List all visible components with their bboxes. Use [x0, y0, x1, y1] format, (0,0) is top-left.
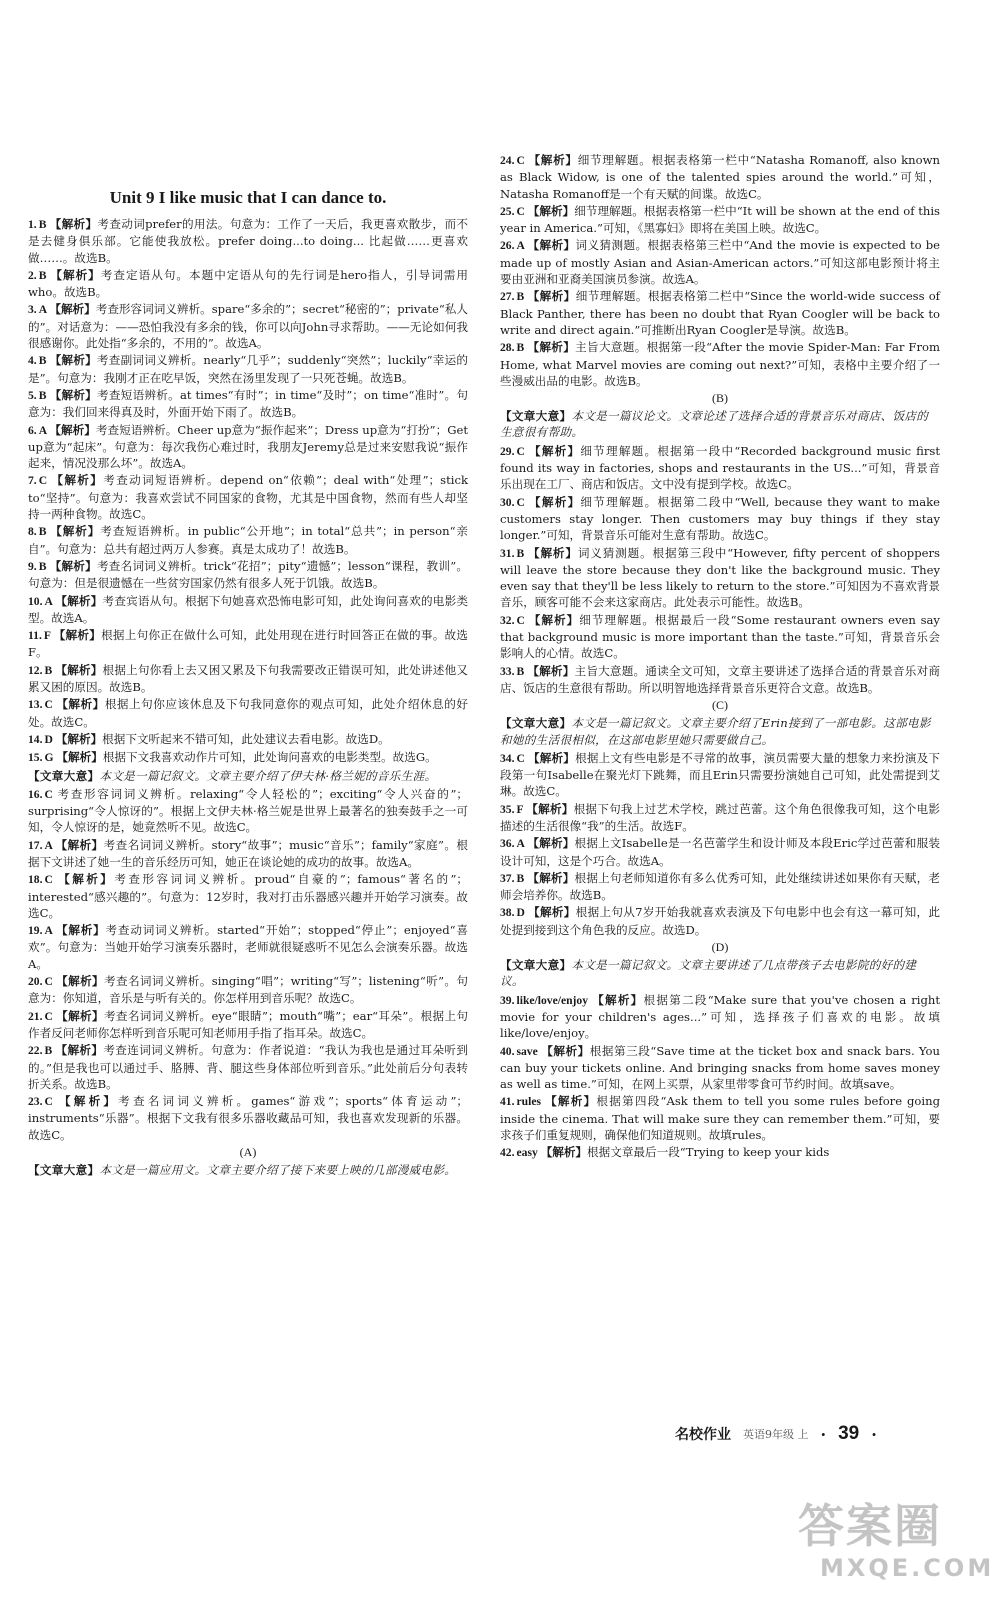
answer-item [28, 558, 468, 592]
answer-choice: rules [516, 1095, 546, 1109]
question-number: 30. [500, 495, 515, 509]
question-number: 39. [500, 993, 515, 1007]
answer-choice: B [516, 546, 528, 560]
question-number: 11. [28, 629, 42, 643]
answer-choice: C [44, 698, 57, 712]
answer-item [500, 288, 940, 338]
passage-summary [28, 768, 468, 784]
right-items [500, 152, 940, 1162]
answer-item [500, 835, 940, 869]
answer-item [500, 612, 940, 662]
analysis-tag: 【解析】 [527, 870, 575, 885]
question-number: 40. [500, 1044, 515, 1058]
analysis-text: 词义猜测题。根据表格第三栏中“And the movie is expected to be made up of mostly Asian and Asian-American actors.”可知这部电影预计将主要由亚洲和亚裔美国演员参演。故选A。 [500, 238, 940, 287]
analysis-tag: 【解析】 [55, 837, 104, 852]
analysis-text: 考查动词短语辨析。depend on“依赖”；deal with“处理”；stick to“坚持”。句意为：我喜欢尝试不同国家的食物，尤其是中国食物，然而有些人却坚持一两种食物。故选C。 [28, 473, 468, 522]
answer-item [28, 1093, 468, 1143]
question-number: 36. [500, 837, 515, 851]
analysis-text: 考查连词词义辨析。句意为：作者说道：“我认为我也是通过耳朵听到的。”但是我也可以通过手、胳膊、背、腿这些身体部位听到音乐。”此处前后分句表转折关系。故选B。 [28, 1043, 468, 1091]
question-number: 12. [28, 663, 43, 677]
answer-choice: A [38, 303, 50, 317]
answer-item [500, 152, 940, 202]
question-number: 17. [28, 838, 43, 852]
answer-item [28, 1042, 468, 1092]
answer-item [28, 523, 468, 557]
analysis-text: 考查副词词义辨析。nearly“几乎”；suddenly“突然”；luckily“幸运的是”。句意为：我刚才正在吃早饭，突然在汤里发现了一只死苍蝇。故选B。 [28, 353, 468, 385]
analysis-tag: 【解析】 [528, 545, 578, 560]
answer-item [28, 216, 468, 266]
question-number: 19. [28, 924, 43, 938]
analysis-text: 考查定语从句。本题中定语从句的先行词是hero指人，引导词需用who。故选B。 [28, 267, 468, 300]
question-number: 35. [500, 802, 515, 816]
left-column [28, 180, 468, 1180]
summary-text: 本文是一篇议论文。文章论述了选择合适的背景音乐对商店、饭店的生意很有帮助。 [500, 409, 929, 440]
analysis-tag: 【解析】 [50, 524, 101, 539]
answer-choice: A [44, 594, 56, 608]
answer-choice: B [44, 1044, 56, 1058]
subject-label: 英语9年级 上 [743, 1428, 809, 1441]
answer-choice: D [516, 906, 529, 920]
summary-text: 本文是一篇记叙文。文章主要介绍了伊夫林·格兰妮的音乐生涯。 [99, 768, 437, 783]
answer-item [28, 696, 468, 730]
analysis-text: 考查动词词义辨析。started“开始”；stopped“停止”；enjoyed“喜欢”。句意为：当她开始学习演奏乐器时，老师就很疑惑听不见怎么会演奏乐器。故选A。 [28, 923, 468, 971]
summary-tag: 【文章大意】 [28, 1163, 100, 1178]
answer-choice: B [516, 664, 528, 678]
answer-choice: C [516, 495, 530, 509]
analysis-tag: 【解析】 [527, 340, 576, 355]
answer-choice: B [38, 388, 50, 402]
analysis-text: 根据下文我喜欢动作片可知，此处询问喜欢的电影类型。故选G。 [102, 750, 437, 765]
answer-item [28, 749, 468, 766]
analysis-tag: 【解析】 [56, 750, 103, 765]
answer-choice: B [38, 559, 50, 573]
summary-tag: 【文章大意】 [28, 768, 100, 783]
analysis-tag: 【解析】 [528, 612, 580, 627]
analysis-text: 考查动词prefer的用法。句意为：工作了一天后，我更喜欢散步，而不是去健身俱乐部。它能使我放松。prefer doing...to doing... 比起做……更喜欢做……。故选B。 [28, 217, 468, 265]
answer-choice: B [38, 268, 51, 282]
answer-item [500, 1144, 940, 1161]
answer-item [500, 750, 940, 800]
analysis-tag: 【解析】 [55, 923, 106, 938]
question-number: 41. [500, 1095, 515, 1109]
question-number: 34. [500, 751, 515, 765]
analysis-tag: 【解析】 [56, 974, 105, 989]
answer-item [28, 422, 468, 472]
analysis-tag: 【解析】 [541, 1043, 590, 1058]
answer-item [28, 662, 468, 696]
analysis-text: 根据上文有些电影是不寻常的故事，演员需要大量的想象力来扮演及下段第一句Isabelle在聚光灯下跳舞，而且Erin只需要扮演她自己可知，此处需提到艾琳。故选C。 [500, 750, 940, 799]
question-number: 4. [28, 354, 37, 368]
answer-item [28, 922, 468, 972]
answer-item [28, 267, 468, 301]
question-number: 16. [28, 787, 43, 801]
summary-text: 本文是一篇记叙文。文章主要讲述了几点带孩子去电影院的好的建议。 [500, 958, 917, 989]
analysis-text: 考查短语辨析。at times“有时”；in time“及时”；on time“准时”。句意为：我们回来得真及时，外面开始下雨了。故选B。 [28, 387, 468, 420]
analysis-text: 考查宾语从句。根据下句她喜欢恐怖电影可知，此处询问喜欢的电影类型。故选A。 [28, 593, 468, 625]
answer-choice: C [44, 1009, 57, 1023]
passage-summary [28, 1162, 468, 1178]
question-number: 24. [500, 154, 515, 167]
analysis-tag: 【解析】 [56, 1008, 104, 1023]
answer-choice: C [516, 204, 528, 218]
analysis-tag: 【解析】 [55, 593, 103, 608]
analysis-text: 考查形容词词义辨析。proud“自豪的”；famous“著名的”；interested“感兴趣的”。句意为：12岁时，我对打击乐器感兴趣并开始学习演奏。故选C。 [28, 872, 468, 920]
analysis-tag: 【解析】 [527, 289, 576, 304]
answer-item [28, 973, 468, 1007]
question-number: 6. [28, 423, 37, 437]
analysis-tag: 【解析】 [527, 663, 575, 678]
analysis-tag: 【解析】 [49, 422, 96, 437]
answer-choice: F [43, 629, 54, 643]
answer-item [500, 992, 940, 1042]
answer-item [28, 837, 468, 871]
answer-item [500, 545, 940, 611]
analysis-tag: 【解析】 [592, 992, 644, 1007]
answer-item [28, 387, 468, 421]
answer-choice: save [516, 1044, 542, 1058]
analysis-tag: 【解析】 [58, 1094, 119, 1109]
answer-item [28, 1008, 468, 1042]
question-number: 8. [28, 525, 37, 539]
answer-choice: A [44, 838, 56, 852]
page-number: 39 [838, 1423, 860, 1444]
passage-summary [500, 715, 940, 748]
question-number: 3. [28, 303, 37, 317]
answer-item [28, 731, 468, 748]
answer-choice: C [38, 474, 52, 488]
answer-choice: C [44, 1095, 59, 1109]
question-number: 21. [28, 1009, 43, 1023]
question-number: 15. [28, 751, 43, 765]
analysis-text: 根据上文Isabelle是一名芭蕾学生和设计师及本段Eric学过芭蕾和服装设计可知，这是个巧合。故选A。 [500, 836, 940, 868]
analysis-text: 根据第四段“Ask them to tell you some rules before going inside the cinema. That will make sure they can remember them.”可知，要求孩子们重复规则，确保他们知道规则。故填rules。 [500, 1094, 940, 1143]
watermark-text-en: MXQE.COM [820, 1554, 995, 1582]
analysis-tag: 【解析】 [55, 662, 103, 677]
question-number: 7. [28, 474, 37, 488]
summary-tag: 【文章大意】 [500, 409, 572, 424]
question-number: 9. [28, 559, 37, 573]
analysis-tag: 【解析】 [529, 443, 581, 458]
question-number: 28. [500, 341, 515, 355]
analysis-text: 主旨大意题。通读全文可知，文章主要讲述了选择合适的背景音乐对商店、饭店的生意很有帮助。所以明智地选择背景音乐更符合文意。故选B。 [500, 663, 940, 695]
analysis-text: 考查名词词义辨析。eye“眼睛”；mouth“嘴”；ear“耳朵”。根据上句作者反问老师你怎样听到音乐呢可知老师用手指了指耳朵。故选C。 [28, 1008, 468, 1040]
question-number: 31. [500, 546, 515, 560]
answer-item [500, 339, 940, 389]
analysis-tag: 【解析】 [49, 302, 96, 317]
answer-item [28, 301, 468, 351]
right-column [500, 152, 940, 1163]
analysis-text: 考查名词词义辨析。games“游戏”；sports“体育运动”；instruments“乐器”。根据下文我有很多乐器收藏品可知，我也喜欢发现新的乐器。故选C。 [28, 1094, 468, 1142]
analysis-text: 考查名词词义辨析。singing“唱”；writing“写”；listening“听”。句意为：你知道，音乐是与听有关的。你怎样用到音乐呢？故选C。 [28, 974, 468, 1006]
answer-item [500, 801, 940, 835]
section-label: (C) [712, 698, 728, 713]
summary-tag: 【文章大意】 [500, 716, 572, 731]
analysis-text: 根据上句从7岁开始我就喜欢表演及下句电影中也会有这一幕可知，此处提到接到这个角色我的反应。故选D。 [500, 905, 940, 937]
analysis-tag: 【解析】 [527, 203, 575, 218]
question-number: 10. [28, 594, 43, 608]
analysis-text: 根据下文听起来不错可知，此处建议去看电影。故选D。 [102, 731, 390, 746]
analysis-text: 主旨大意题。根据第一段“After the movie Spider-Man: Far From Home, what Marvel movies are coming out next?”可知，表格中主要介绍了一些漫威出品的电影。故选B。 [500, 340, 940, 388]
unit-title: Unit 9 I like music that I can dance to. [109, 188, 387, 207]
analysis-text: 考查形容词词义辨析。relaxing“令人轻松的”；exciting“令人兴奋的”；surprising“令人惊讶的”。根据上文伊夫林·格兰妮是世界上最著名的独奏鼓手之一可知，令人惊讶的是，她竟然听不见。故选C。 [28, 786, 468, 835]
analysis-text: 根据上句你看上去又困又累及下句我需要改正错误可知，此处讲述他又累又困的原因。故选B。 [28, 662, 468, 695]
question-number: 2. [28, 268, 37, 282]
analysis-tag: 【解析】 [529, 494, 581, 509]
analysis-tag: 【解析】 [55, 1043, 104, 1058]
analysis-tag: 【解析】 [528, 905, 576, 920]
summary-text: 本文是一篇应用文。文章主要介绍了接下来要上映的几部漫威电影。 [99, 1163, 457, 1178]
question-number: 38. [500, 906, 515, 920]
answer-item [28, 871, 468, 921]
question-number: 42. [500, 1146, 515, 1160]
analysis-text: 考查名词词义辨析。trick“花招”；pity“遗憾”；lesson“课程，教训”。句意为：但是很遗憾在一些贫穷国家仍然有很多人死于饥饿。故选B。 [28, 558, 468, 591]
analysis-tag: 【解析】 [53, 628, 102, 643]
answer-choice: C [44, 873, 59, 887]
question-number: 33. [500, 664, 515, 678]
answer-choice: B [516, 341, 528, 355]
answer-item [28, 627, 468, 661]
answer-choice: C [44, 787, 58, 801]
analysis-tag: 【解析】 [540, 1145, 588, 1160]
analysis-tag: 【解析】 [50, 267, 101, 282]
analysis-tag: 【解析】 [49, 558, 97, 573]
answer-item [500, 494, 940, 544]
analysis-tag: 【解析】 [49, 217, 98, 231]
analysis-tag: 【解析】 [527, 238, 576, 253]
question-number: 13. [28, 698, 43, 712]
watermark-text-cn: 答案圈 [798, 1499, 942, 1553]
passage-summary [500, 408, 940, 441]
analysis-text: 细节理解题。根据表格第一栏中“Natasha Romanoff, also known as Black Widow, is one of the talented spies around the world.”可知，Natasha Romanoff是一个有天赋的间谍。故选C。 [500, 153, 940, 201]
analysis-tag: 【解析】 [528, 153, 578, 167]
analysis-tag: 【解析】 [527, 750, 576, 765]
answer-choice: A [516, 239, 528, 253]
section-label: (D) [711, 940, 729, 955]
question-number: 25. [500, 204, 515, 218]
watermark-logo [790, 1490, 995, 1590]
answer-choice: C [44, 975, 57, 989]
analysis-text: 考查短语辨析。in public“公开地”；in total“总共”；in person“亲自”。句意为：总共有超过两万人参赛。真是太成功了！故选B。 [28, 524, 468, 556]
answer-choice: B [38, 525, 51, 539]
analysis-tag: 【解析】 [58, 872, 115, 887]
analysis-text: 根据文章最后一段“Trying to keep your kids [587, 1145, 830, 1160]
summary-text: 本文是一篇记叙文。文章主要介绍了Erin接到了一部电影。这部电影和她的生活很相似，在这部电影里她只需要做自己。 [500, 716, 931, 747]
question-number: 23. [28, 1095, 43, 1109]
answer-choice: G [44, 751, 57, 765]
answer-item [500, 237, 940, 287]
question-number: 27. [500, 290, 515, 304]
question-number: 32. [500, 613, 515, 627]
answer-choice: B [38, 354, 50, 368]
answer-choice: C [516, 751, 528, 765]
question-number: 14. [28, 732, 43, 746]
answer-choice: C [516, 444, 530, 458]
answer-choice: B [38, 218, 50, 231]
answer-item [500, 904, 940, 938]
bullet-icon: · [871, 1424, 877, 1444]
brand-name: 名校作业 [675, 1427, 731, 1443]
analysis-tag: 【解析】 [545, 1094, 597, 1109]
answer-choice: A [516, 837, 528, 851]
analysis-text: 词义猜测题。根据第三段中“However, fifty percent of shoppers will leave the store because they don't like the background music. They even say that they'll be less likely to return to the store.”可知因为不喜欢背景音乐，顾客可能不会来这家商店。此处表示可能性。故选B。 [500, 545, 940, 610]
analysis-text: 细节理解题。根据表格第二栏中“Since the world-wide success of Black Panther, there has been no doubt that Ryan Coogler will be back to write and direct again.”可推断出Ryan Coogler是导演。故选B。 [500, 289, 940, 337]
bullet-icon: · [820, 1424, 827, 1444]
analysis-text: 考查短语辨析。Cheer up意为“振作起来”；Dress up意为“打扮”；Get up意为“起床”。句意为：每次我伤心难过时，我朋友Jeremy总是过来安慰我说“振作起来，情况没那么坏”。故选A。 [28, 422, 468, 471]
section-label: (B) [712, 391, 728, 406]
analysis-text: 根据上句你应该休息及下句我同意你的观点可知，此处介绍休息的好处。故选C。 [28, 697, 468, 729]
question-number: 37. [500, 871, 515, 885]
question-number: 18. [28, 873, 43, 887]
analysis-text: 根据上句老师知道你有多么优秀可知，此处继续讲述如果你有天赋，老师会培养你。故选B。 [500, 870, 940, 903]
analysis-text: 细节理解题。根据最后一段“Some restaurant owners even say that background music is more important than the taste.”可知，背景音乐会影响人的心情。故选C。 [500, 612, 940, 661]
answer-item [500, 870, 940, 904]
summary-tag: 【文章大意】 [500, 958, 572, 973]
answer-item [28, 472, 468, 522]
answer-item [28, 593, 468, 627]
analysis-text: 根据下句我上过艺术学校，跳过芭蕾。这个角色很像我可知，这个电影描述的生活很像“我”的生活。故选F。 [500, 801, 940, 833]
question-number: 22. [28, 1044, 43, 1058]
answer-choice: A [44, 924, 56, 938]
answer-choice: C [516, 154, 529, 167]
answer-choice: C [516, 613, 529, 627]
analysis-tag: 【解析】 [49, 353, 97, 368]
question-number: 5. [28, 388, 37, 402]
analysis-tag: 【解析】 [55, 731, 103, 746]
analysis-text: 细节理解题。根据第二段中“Well, because they want to make customers stay longer. Then customers may buy things if they stay longer.”可知，背景音乐可能对生意有帮助。故选C。 [500, 494, 940, 543]
analysis-tag: 【解析】 [56, 697, 105, 712]
answer-choice: A [38, 423, 50, 437]
analysis-tag: 【解析】 [527, 836, 575, 851]
analysis-text: 细节理解题。根据表格第一栏中“It will be shown at the end of this year in America.”可知，《黑寡妇》即将在美国上映。故选C。 [500, 203, 940, 236]
question-number: 20. [28, 975, 43, 989]
question-number: 26. [500, 239, 515, 253]
passage-summary [500, 957, 940, 990]
question-number: 1. [28, 218, 37, 231]
answer-choice: D [44, 732, 56, 746]
analysis-text: 考查形容词词义辨析。spare“多余的”；secret“秘密的”；private“私人的”。对话意为：——恐怕我没有多余的钱，你可以向John寻求帮助。——无论如何我很感谢你。此处指“多余的，不用的”。故选A。 [28, 302, 468, 351]
left-items [28, 216, 468, 1178]
analysis-text: 根据上句你正在做什么可知，此处用现在进行时回答正在做的事。故选F。 [28, 628, 468, 660]
analysis-tag: 【解析】 [526, 801, 574, 816]
answer-choice: easy [516, 1146, 541, 1160]
answer-item [500, 1093, 940, 1143]
answer-item [28, 352, 468, 386]
analysis-tag: 【解析】 [49, 387, 98, 402]
analysis-text: 根据第二段“Make sure that you've chosen a right movie for your children's ages...”可知，选择孩子们喜欢的电影。故填like/love/enjoy。 [500, 992, 940, 1041]
answer-item [500, 1043, 940, 1093]
answer-choice: B [516, 871, 528, 885]
section-label: (A) [239, 1145, 257, 1160]
answer-choice: like/love/enjoy [516, 993, 593, 1007]
question-number: 29. [500, 444, 515, 458]
answer-choice: B [44, 663, 56, 677]
analysis-tag: 【解析】 [51, 473, 104, 488]
answer-item [500, 443, 940, 493]
answer-item [500, 663, 940, 697]
answer-item [28, 786, 468, 836]
page-footer [675, 1422, 985, 1446]
answer-choice: B [516, 290, 528, 304]
analysis-text: 根据第三段“Save time at the ticket box and snack bars. You can buy your tickets online. And bringing snacks from home saves money as well as time.”可知，在网上买票，从家里带零食可节约时间。故填save。 [500, 1043, 940, 1092]
analysis-text: 考查名词词义辨析。story“故事”；music“音乐”；family“家庭”。根据下文讲述了她一生的音乐经历可知，她正在谈论她的成功的故事。故选A。 [28, 837, 468, 869]
analysis-text: 细节理解题。根据第一段中“Recorded background music first found its way in factories, shops and restaurants in the US...”可知，背景音乐出现在工厂、商店和饭店。文中没有提到学校。故选C。 [500, 443, 940, 492]
answer-choice: F [516, 802, 527, 816]
answer-item [500, 203, 940, 237]
